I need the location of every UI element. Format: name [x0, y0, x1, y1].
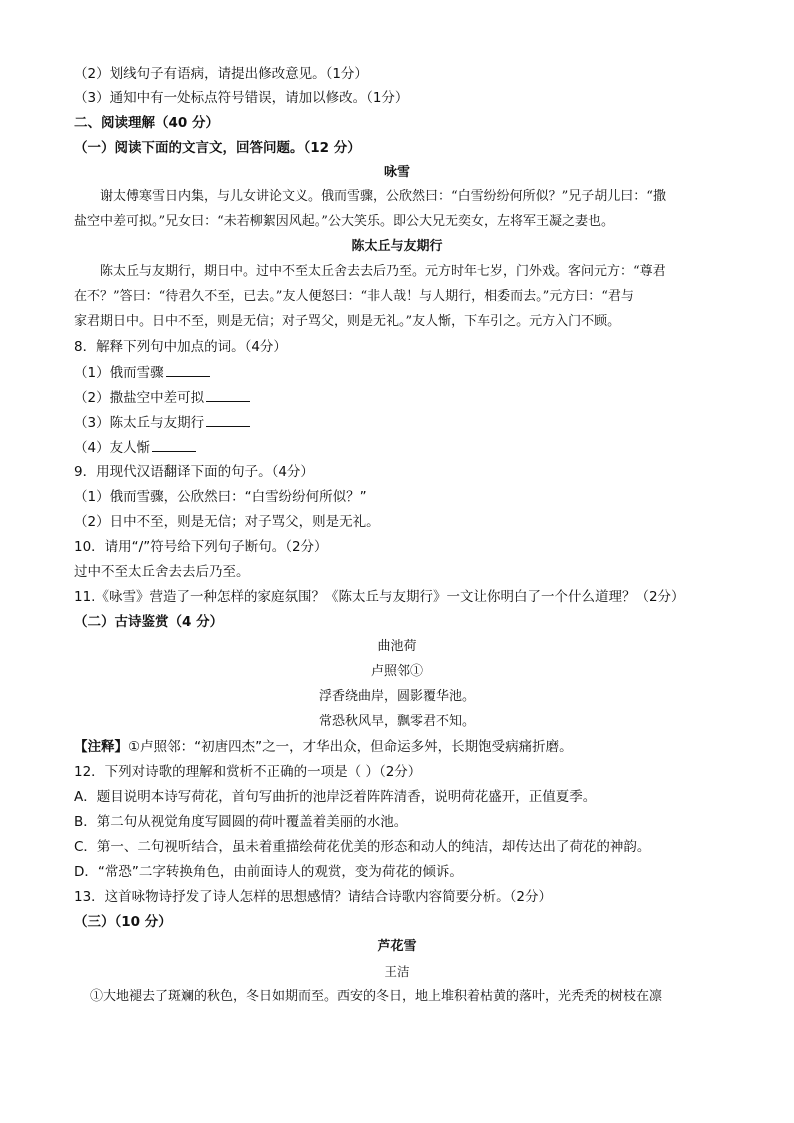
- question-10-sentence: 过中不至太丘舍去去后乃至。: [74, 564, 250, 580]
- poem-line: 常恐秋风早，飘零君不知。: [318, 714, 475, 729]
- question-12-option-c: C．第一、二句视听结合，虽未着重描绘荷花优美的形态和动人的纯洁，却传达出了荷花的神韵。: [74, 839, 651, 855]
- poem-title: 曲池荷: [377, 639, 417, 654]
- poem-author: 卢照邻①: [370, 664, 423, 679]
- passage3-author: 王洁: [384, 964, 410, 979]
- question-9-item: （1）俄而雪骤，公欣然曰：“白雪纷纷何所似？”: [74, 489, 367, 505]
- answer-blank[interactable]: [206, 412, 250, 427]
- part3-title: （三）（10 分）: [74, 914, 172, 930]
- passage2-line: 在不？”答曰：“待君久不至，已去。”友人便怒曰：“非人哉！与人期行，相委而去。”元方曰：“君与: [74, 289, 634, 304]
- poem-line: 浮香绕曲岸，圆影覆华池。: [318, 689, 475, 704]
- section-title: 二、阅读理解（40 分）: [74, 115, 219, 131]
- passage1-title: 咏雪: [383, 165, 410, 180]
- question-12-option-b: B．第二句从视觉角度写圆圆的荷叶覆盖着美丽的水池。: [74, 814, 408, 830]
- question-12-option-d: D．“常恐”二字转换角色，由前面诗人的观赏，变为荷花的倾诉。: [74, 864, 463, 880]
- passage3-title: 芦花雪: [377, 939, 417, 954]
- note-label: 【注释】: [74, 739, 128, 755]
- question-8-item: （4）友人惭: [74, 437, 196, 458]
- question-10-stem: 10．请用“/”符号给下列句子断句。（2分）: [74, 539, 328, 555]
- note-text: ①卢照邻：“初唐四杰”之一，才华出众，但命运多舛，长期饱受病痛折磨。: [128, 739, 573, 755]
- question-8-item: （3）陈太丘与友期行: [74, 412, 250, 433]
- poem-note: [74, 737, 573, 757]
- question-2: （2）划线句子有语病，请提出修改意见。（1分）: [74, 66, 368, 82]
- answer-blank[interactable]: [166, 362, 210, 377]
- answer-blank[interactable]: [152, 437, 196, 452]
- question-8-item: （2）撒盐空中差可拟: [74, 387, 250, 408]
- passage3-line: ①大地褪去了斑斓的秋色，冬日如期而至。西安的冬日，地上堆积着枯黄的落叶，光秃秃的树枝在凛: [90, 989, 663, 1004]
- part1-title: （一）阅读下面的文言文，回答问题。（12 分）: [74, 140, 361, 156]
- question-8-item: （1）俄而雪骤: [74, 362, 210, 383]
- question-9-item: （2）日中不至，则是无信；对子骂父，则是无礼。: [74, 514, 380, 530]
- question-12-option-a: A．题目说明本诗写荷花，首句写曲折的池岸泛着阵阵清香，说明荷花盛开，正值夏季。: [74, 789, 597, 805]
- passage1-line: 盐空中差可拟。”兄女曰：“未若柳絮因风起。”公大笑乐。即公大兄无奕女，左将军王凝之妻也。: [74, 214, 614, 229]
- question-3: （3）通知中有一处标点符号错误，请加以修改。（1分）: [74, 90, 409, 106]
- passage2-line: 陈太丘与友期行，期日中。过中不至太丘舍去去后乃至。元方时年七岁，门外戏。客问元方：“尊君: [100, 264, 666, 279]
- question-8-stem: 8．解释下列句中加点的词。（4分）: [74, 339, 287, 355]
- question-12-stem: 12．下列对诗歌的理解和赏析不正确的一项是（ ）（2分）: [74, 764, 422, 780]
- answer-blank[interactable]: [206, 387, 250, 402]
- question-13-stem: 13．这首咏物诗抒发了诗人怎样的思想感情？请结合诗歌内容简要分析。（2分）: [74, 889, 553, 905]
- question-11-stem: 11.《咏雪》营造了一种怎样的家庭氛围？《陈太丘与友期行》一文让你明白了一个什么道理？（2分）: [74, 589, 685, 605]
- passage2-line: 家君期日中。日中不至，则是无信；对子骂父，则是无礼。”友人惭，下车引之。元方入门不顾。: [74, 314, 621, 329]
- part2-title: （二）古诗鉴赏（4 分）: [74, 614, 224, 630]
- passage2-title: 陈太丘与友期行: [351, 239, 443, 254]
- passage1-line: 谢太傅寒雪日内集，与儿女讲论文义。俄而雪骤，公欣然曰：“白雪纷纷何所似？”兄子胡儿曰：“撒: [100, 189, 666, 204]
- question-9-stem: 9．用现代汉语翻译下面的句子。（4分）: [74, 464, 314, 480]
